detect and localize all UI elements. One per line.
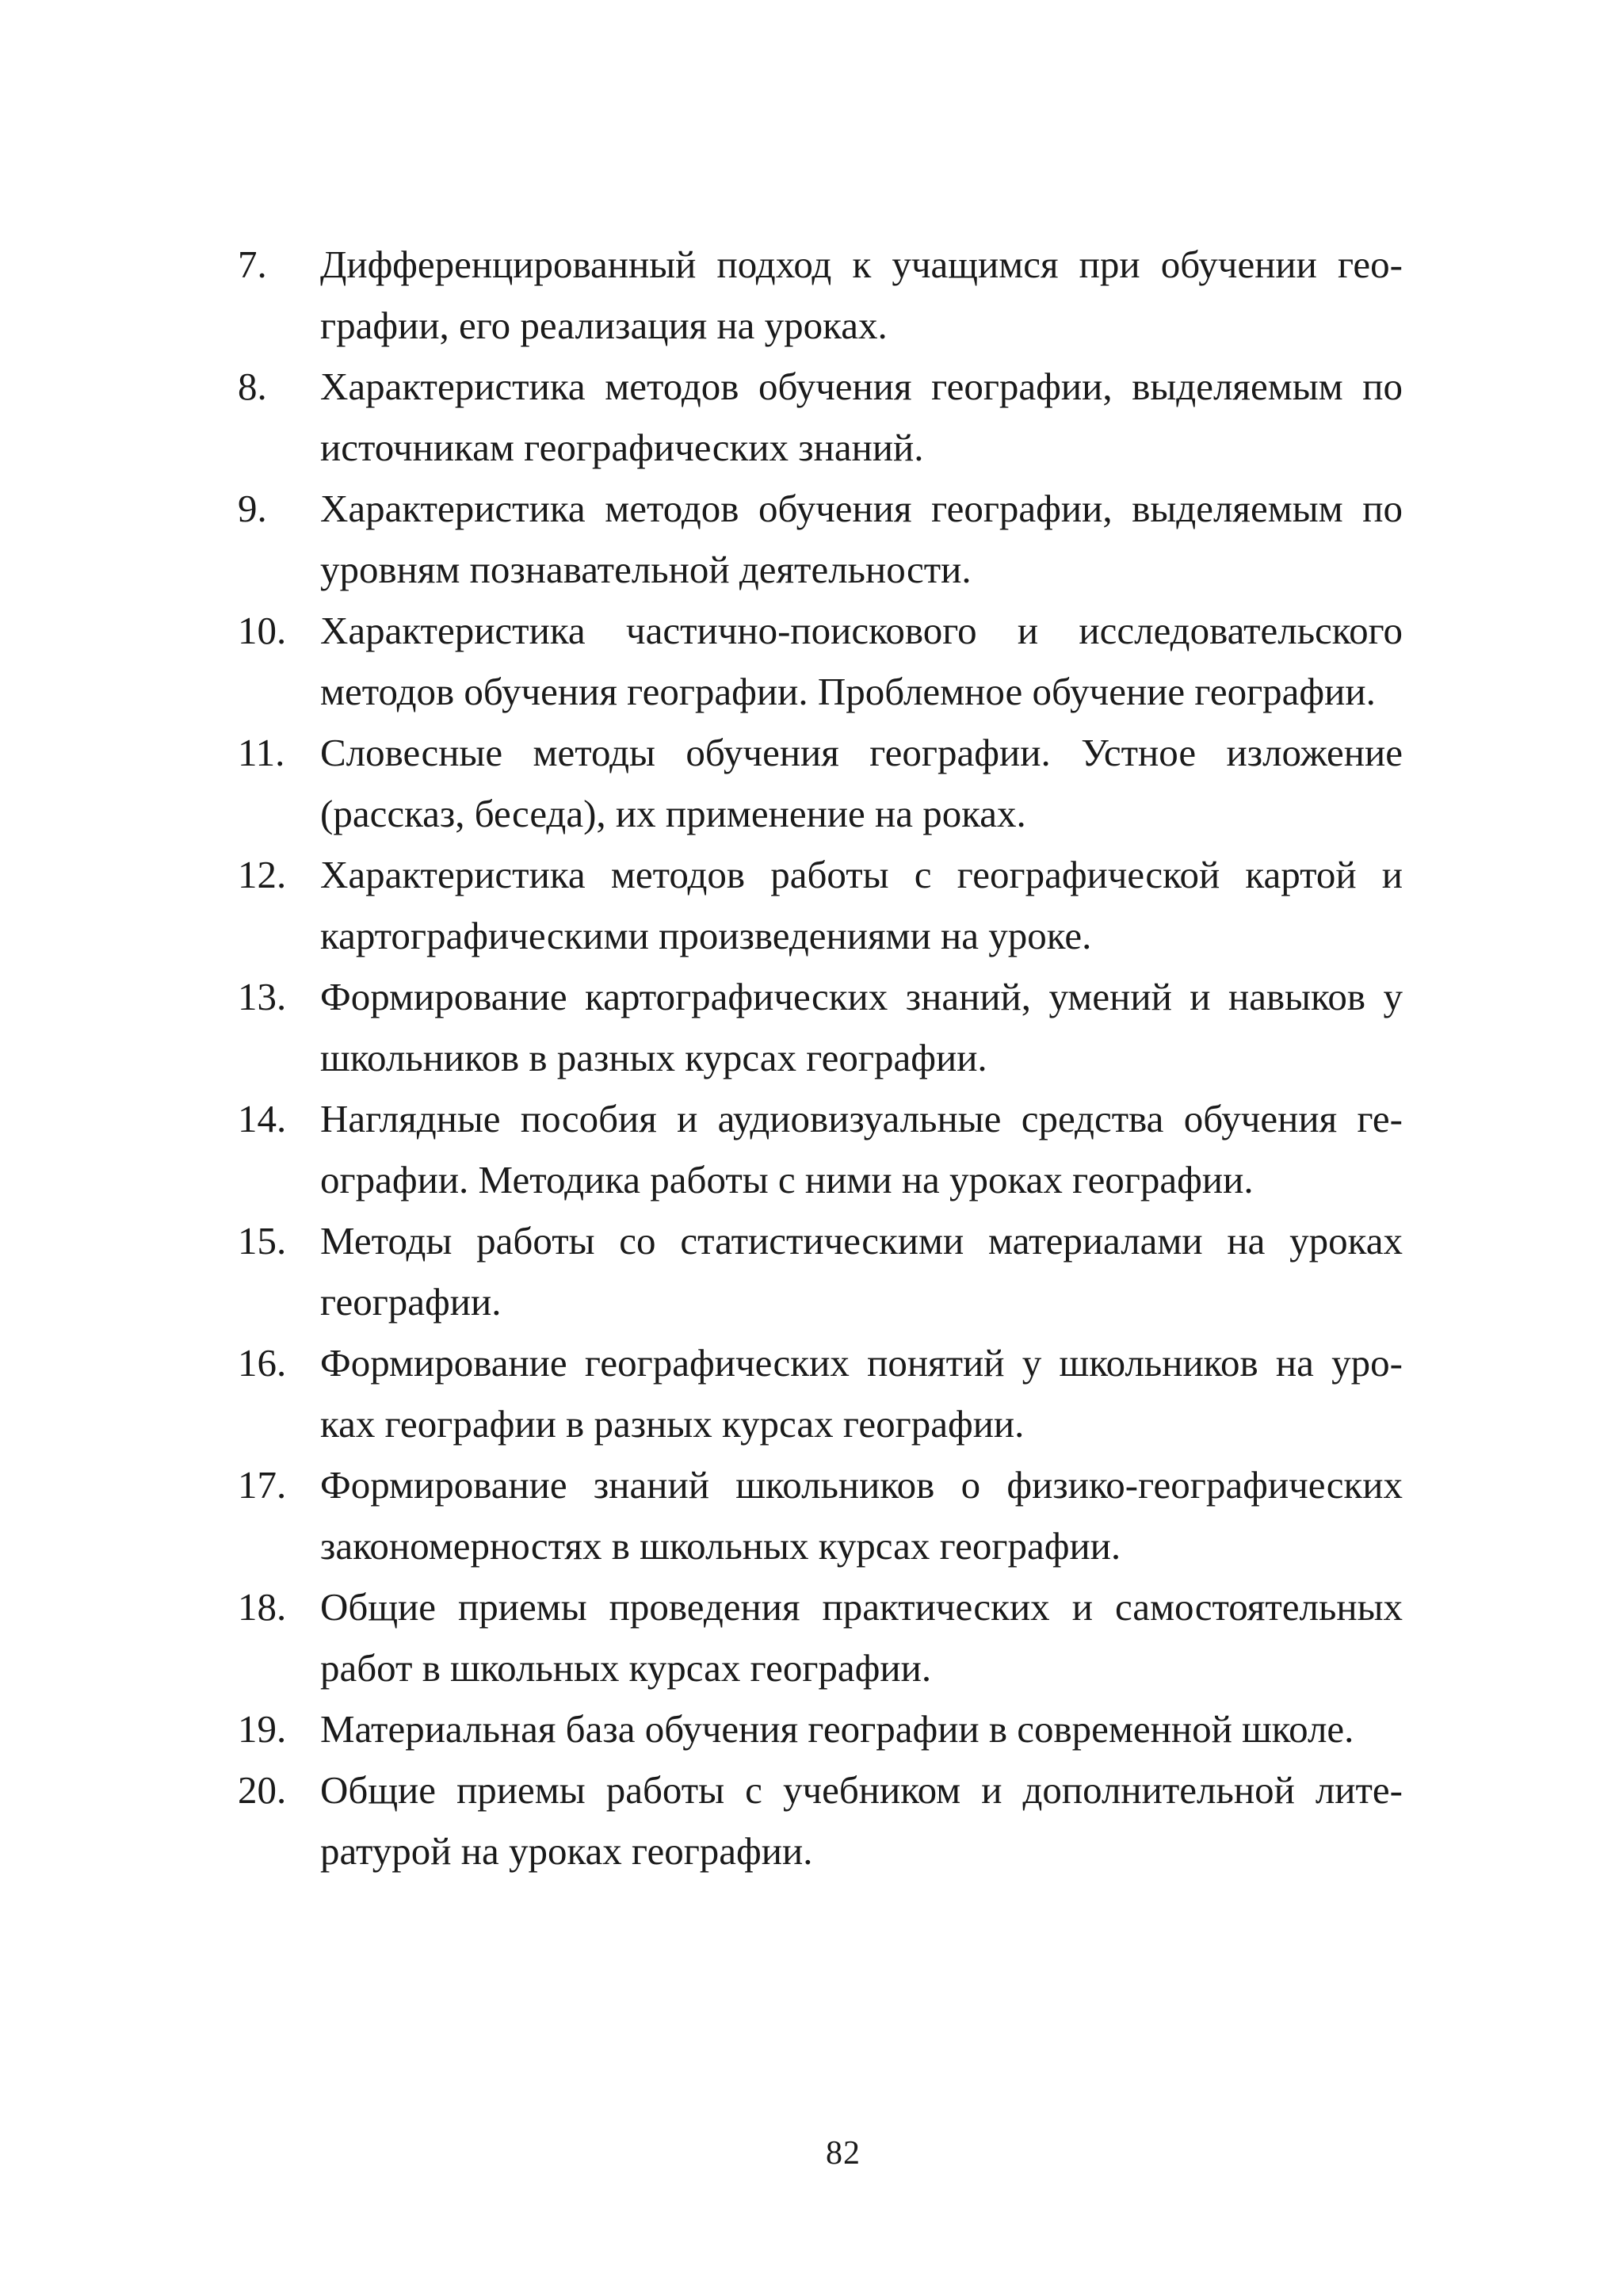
item-number: 17. — [238, 1463, 287, 1507]
item-text: Формирование знаний школьников о физико-географических закономерностях в школьных курсах географии. — [320, 1463, 1403, 1568]
item-text: Характеристика методов работы с географической картой и картографическими произведениями на уроке. — [320, 853, 1403, 957]
item-text: Формирование географических понятий у школьников на уро-ках географии в разных курсах географии. — [320, 1341, 1403, 1446]
list-item — [238, 1210, 1403, 1332]
list-item — [238, 356, 1403, 478]
list-item — [238, 844, 1403, 966]
item-text: Материальная база обучения географии в современной школе. — [320, 1707, 1354, 1751]
list-item — [238, 600, 1403, 722]
item-text: Методы работы со статистическими материалами на уроках географии. — [320, 1219, 1403, 1324]
item-number: 8. — [238, 365, 267, 408]
list-item — [238, 722, 1403, 844]
list-item — [238, 234, 1403, 356]
item-number: 14. — [238, 1097, 287, 1140]
list-item — [238, 478, 1403, 600]
item-number: 13. — [238, 975, 287, 1018]
list-item — [238, 1698, 1403, 1759]
item-text: Общие приемы работы с учебником и дополнительной лите-ратурой на уроках географии. — [320, 1768, 1403, 1873]
item-text: Словесные методы обучения географии. Устное изложение (рассказ, беседа), их применение на роках. — [320, 731, 1403, 835]
item-number: 9. — [238, 487, 267, 530]
item-number: 20. — [238, 1768, 287, 1812]
item-number: 7. — [238, 243, 267, 286]
item-number: 11. — [238, 731, 285, 774]
item-number: 10. — [238, 609, 287, 652]
list-item — [238, 1332, 1403, 1454]
item-number: 18. — [238, 1585, 287, 1629]
item-number: 15. — [238, 1219, 287, 1263]
list-item — [238, 1454, 1403, 1576]
item-number: 16. — [238, 1341, 287, 1385]
item-text: Характеристика частично-поискового и исследовательского методов обучения географии. Проблемное обучение географии. — [320, 609, 1403, 713]
page-number: 82 — [826, 2135, 861, 2172]
question-list — [238, 234, 1403, 1881]
item-text: Формирование картографических знаний, умений и навыков у школьников в разных курсах географии. — [320, 975, 1403, 1079]
list-item — [238, 966, 1403, 1088]
list-item — [238, 1576, 1403, 1698]
list-item — [238, 1088, 1403, 1210]
item-text: Дифференцированный подход к учащимся при обучении гео-графии, его реализация на уроках. — [320, 243, 1403, 347]
item-text: Наглядные пособия и аудиовизуальные средства обучения ге-ографии. Методика работы с ними на уроках географии. — [320, 1097, 1403, 1201]
item-number: 12. — [238, 853, 287, 896]
item-text: Характеристика методов обучения географии, выделяемым по уровням познавательной деятельности. — [320, 487, 1403, 591]
item-number: 19. — [238, 1707, 287, 1751]
item-text: Характеристика методов обучения географии, выделяемым по источникам географических знаний. — [320, 365, 1403, 469]
item-text: Общие приемы проведения практических и самостоятельных работ в школьных курсах географии. — [320, 1585, 1403, 1690]
list-item — [238, 1759, 1403, 1881]
